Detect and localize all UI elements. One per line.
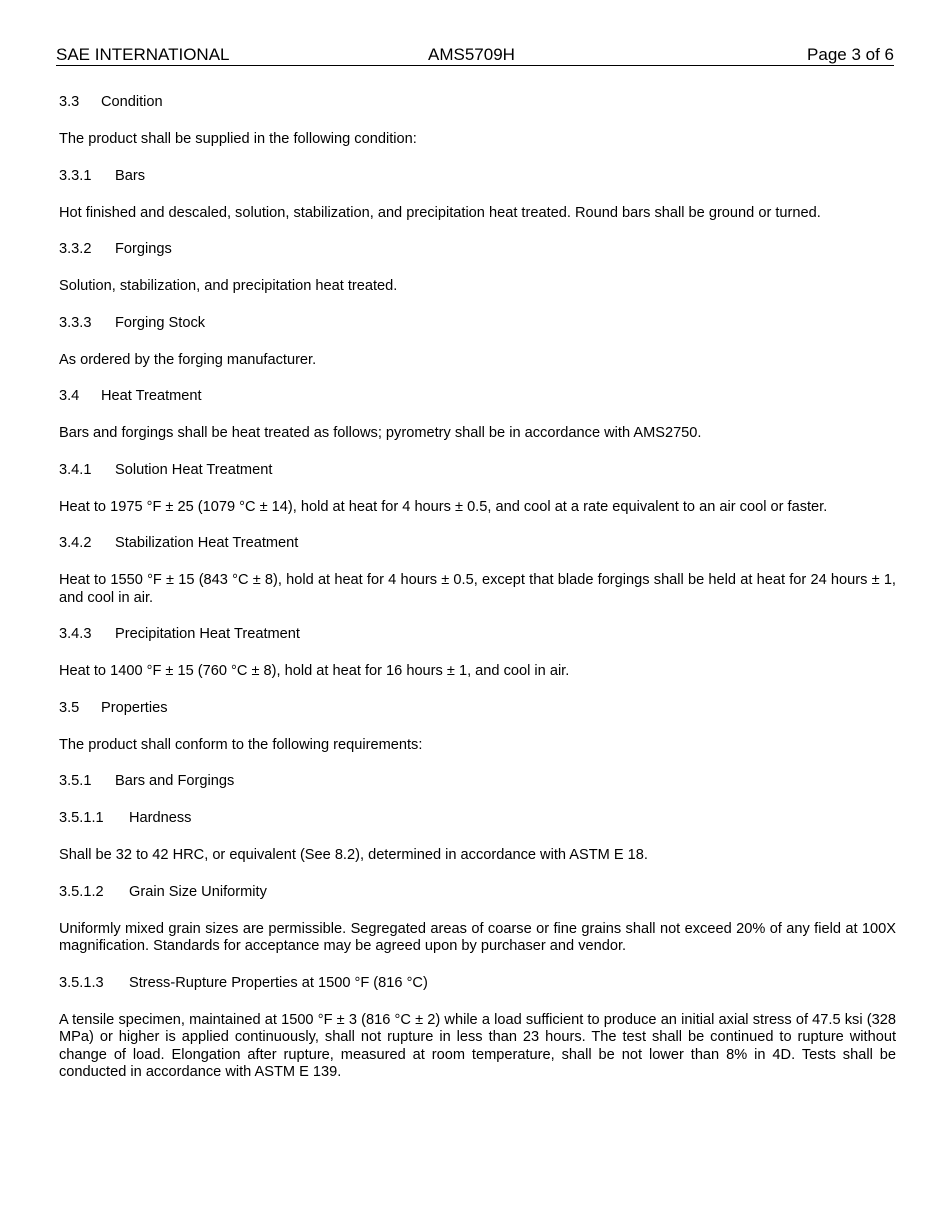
section-paragraph: Heat to 1975 °F ± 25 (1079 °C ± 14), hold at heat for 4 hours ± 0.5, and cool at a rate equivalent to an air cool or faster. — [59, 498, 828, 515]
section-number: 3.5.1.3 — [59, 974, 104, 991]
section-heading — [59, 975, 896, 993]
section-paragraph: As ordered by the forging manufacturer. — [59, 351, 317, 368]
section-title: Bars — [115, 167, 146, 184]
section-paragraph: A tensile specimen, maintained at 1500 °F ± 3 (816 °C ± 2) while a load sufficient to produce an initial axial stress of 47.5 ksi (328 MPa) or higher is applied continuously, shall not rupture in less than 23 hours. The test shall be continued to rupture without change of load. Elongation after rupture, measured at room temperature, shall be not lower than 8% in 4D. Tests shall be conducted in accordance with ASTM E 139. — [59, 1011, 896, 1080]
section-title: Solution Heat Treatment — [115, 461, 273, 478]
section-number: 3.4.2 — [59, 535, 92, 551]
section-number: 3.3 — [59, 94, 80, 110]
section-heading — [59, 773, 896, 791]
section-number: 3.3.3 — [59, 314, 92, 331]
section-title: Grain Size Uniformity — [129, 883, 267, 900]
section-number: 3.3.1 — [59, 167, 92, 184]
section-paragraph: Hot finished and descaled, solution, stabilization, and precipitation heat treated. Round bars shall be ground or turned. — [59, 204, 821, 221]
section-paragraph: Heat to 1400 °F ± 15 (760 °C ± 8), hold at heat for 16 hours ± 1, and cool in air. — [59, 663, 570, 679]
section-heading — [59, 94, 896, 112]
section-title: Bars and Forgings — [115, 773, 235, 789]
section-number: 3.3.2 — [59, 241, 92, 257]
section-title: Heat Treatment — [101, 388, 202, 404]
section-paragraph: Heat to 1550 °F ± 15 (843 °C ± 8), hold at heat for 4 hours ± 0.5, except that blade forgings shall be held at heat for 24 hours ± 1, and cool in air. — [59, 572, 896, 606]
header-page-number: Page 3 of 6 — [807, 45, 894, 64]
section-number: 3.5.1.1 — [59, 810, 104, 826]
section-number: 3.4.3 — [59, 626, 92, 642]
section-paragraph: The product shall be supplied in the following condition: — [59, 131, 417, 147]
section-title: Condition — [101, 94, 163, 110]
document-body — [59, 94, 896, 1082]
section-paragraph: The product shall conform to the following requirements: — [59, 736, 423, 753]
header-org: SAE INTERNATIONAL — [56, 45, 230, 64]
section-title: Hardness — [129, 810, 192, 826]
section-heading — [59, 388, 896, 406]
section-title: Forging Stock — [115, 314, 206, 331]
section-heading — [59, 626, 896, 644]
section-paragraph: Shall be 32 to 42 HRC, or equivalent (See 8.2), determined in accordance with ASTM E 18. — [59, 847, 648, 863]
section-title: Stress-Rupture Properties at 1500 °F (816 °C) — [129, 974, 428, 991]
section-number: 3.4 — [59, 388, 80, 404]
section-title: Forgings — [115, 241, 172, 257]
section-heading — [59, 168, 896, 186]
section-heading — [59, 700, 896, 718]
section-paragraph: Uniformly mixed grain sizes are permissible. Segregated areas of coarse or fine grains shall not exceed 20% of any field at 100X magnification. Standards for acceptance may be agreed upon by purchaser and vendor. — [59, 920, 896, 954]
section-title: Stabilization Heat Treatment — [115, 535, 299, 551]
section-title: Precipitation Heat Treatment — [115, 626, 300, 642]
header-doc-id: AMS5709H — [428, 45, 515, 64]
section-paragraph: Solution, stabilization, and precipitation heat treated. — [59, 278, 398, 294]
page-header — [56, 45, 894, 66]
section-heading — [59, 884, 896, 902]
section-heading — [59, 315, 896, 333]
section-heading — [59, 241, 896, 259]
section-number: 3.5.1.2 — [59, 883, 104, 900]
section-heading — [59, 462, 896, 480]
section-number: 3.5 — [59, 699, 80, 716]
section-number: 3.5.1 — [59, 773, 92, 789]
section-heading — [59, 535, 896, 553]
section-title: Properties — [101, 699, 168, 716]
section-paragraph: Bars and forgings shall be heat treated as follows; pyrometry shall be in accordance with AMS2750. — [59, 425, 702, 441]
section-number: 3.4.1 — [59, 461, 92, 478]
section-heading — [59, 810, 896, 828]
